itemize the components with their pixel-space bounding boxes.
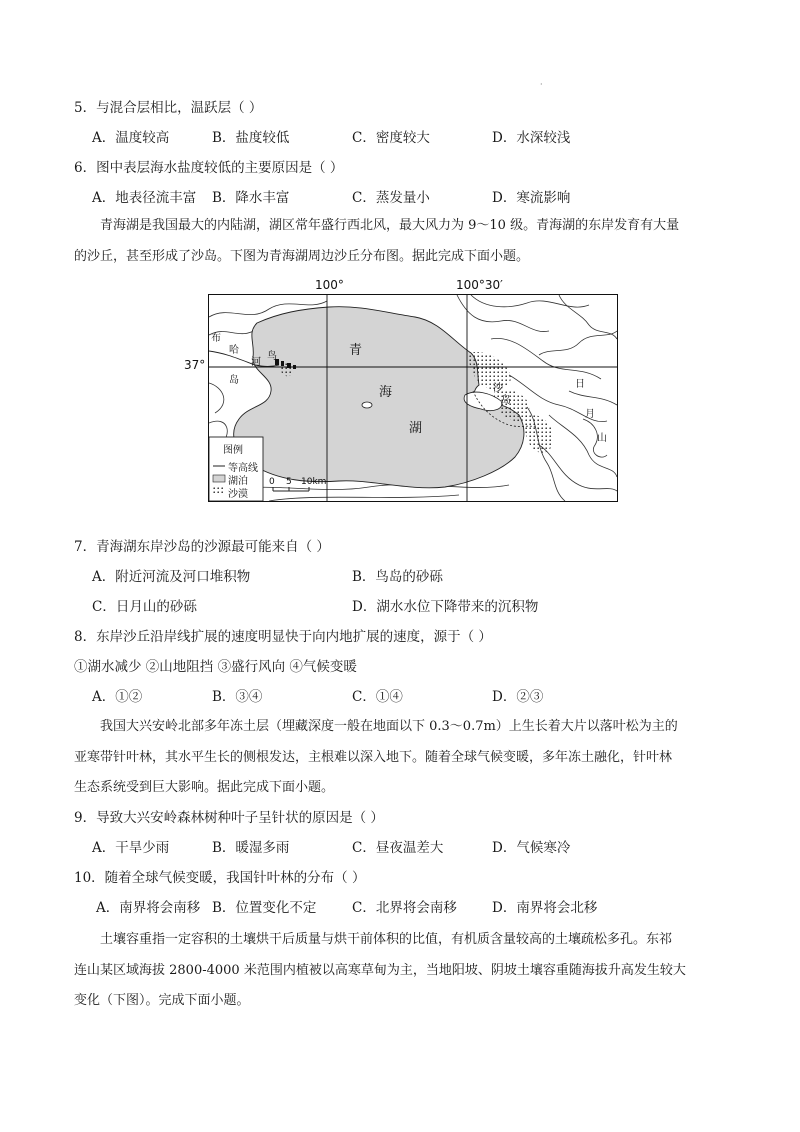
q9-stem: 9．导致大兴安岭森林树种叶子呈针状的原因是（ ） — [74, 810, 384, 826]
q9-option-b[interactable]: B．暖湿多雨 — [212, 840, 290, 856]
lake-label-hu: 湖 — [409, 421, 423, 436]
legend-desert: 沙漠 — [228, 489, 248, 500]
passage3-line3: 变化（下图）。完成下面小题。 — [74, 993, 250, 1008]
q8-choices: ①湖水减少 ②山地阻挡 ③盛行风向 ④气候变暖 — [74, 659, 357, 675]
q9-option-c[interactable]: C．昼夜温差大 — [352, 840, 444, 856]
passage3-line1: 土壤容重指一定容积的土壤烘干后质量与烘干前体积的比值，有机质含量较高的土壤疏松多孔。东祁 — [100, 932, 673, 947]
mountain-label-yue: 月 — [585, 409, 595, 420]
q8-option-d[interactable]: D．②③ — [492, 689, 544, 705]
mountain-label-shan: 山 — [597, 433, 607, 444]
lake-label-qing: 青 — [349, 343, 363, 358]
passage2-line3: 生态系统受到巨大影响。据此完成下面小题。 — [74, 780, 335, 795]
q8-option-a[interactable]: A．①② — [92, 689, 143, 705]
q8-option-b[interactable]: B．③④ — [212, 689, 263, 705]
passage1-line1: 青海湖是我国最大的内陆湖，湖区常年盛行西北风，最大风力为 9～10 级。青海湖的东岸发育有大量 — [100, 218, 680, 233]
q6-option-b[interactable]: B．降水丰富 — [212, 190, 290, 206]
scale-10km: 10km — [301, 477, 327, 487]
q9-option-d[interactable]: D．气候寒冷 — [492, 840, 571, 856]
q10-option-c[interactable]: C．北界将会南移 — [352, 900, 457, 916]
river-label-bu: 布 — [211, 333, 221, 344]
q8-stem: 8．东岸沙丘沿岸线扩展的速度明显快于向内地扩展的速度，源于（ ） — [74, 629, 492, 645]
legend-contour: 等高线 — [228, 463, 258, 474]
q7-option-c[interactable]: C．日月山的砂砾 — [92, 599, 197, 615]
sand-island-label-sha: 沙 — [493, 383, 503, 394]
map-svg — [209, 295, 617, 501]
q6-stem: 6．图中表层海水盐度较低的主要原因是（ ） — [74, 160, 344, 176]
q6-option-a[interactable]: A．地表径流丰富 — [92, 190, 197, 206]
mountain-label-ri: 日 — [575, 379, 585, 390]
q7-option-a[interactable]: A．附近河流及河口堆积物 — [92, 569, 251, 585]
river-label-ha: 哈 — [229, 345, 239, 356]
map-lon-label-100-30: 100°30′ — [456, 278, 503, 292]
q10-option-b[interactable]: B．位置变化不定 — [212, 900, 317, 916]
q5-option-d[interactable]: D．水深较浅 — [492, 130, 571, 146]
q6-option-d[interactable]: D．寒流影响 — [492, 190, 571, 206]
page-mark: · — [540, 80, 543, 89]
q5-option-b[interactable]: B．盐度较低 — [212, 130, 290, 146]
passage2-line1: 我国大兴安岭北部多年冻土层（埋藏深度一般在地面以下 0.3～0.7m）上生长着大片以落叶松为主的 — [100, 719, 678, 734]
bird-island-label-niao: 鸟 — [267, 351, 277, 362]
q5-option-c[interactable]: C．密度较大 — [352, 130, 430, 146]
q10-stem: 10．随着全球气候变暖，我国针叶林的分布（ ） — [74, 870, 366, 886]
scale-0: 0 — [269, 477, 275, 487]
legend-lake: 湖泊 — [228, 476, 248, 487]
q5-stem: 5．与混合层相比，温跃层（ ） — [74, 100, 263, 116]
q7-option-d[interactable]: D．湖水水位下降带来的沉积物 — [352, 599, 539, 615]
q7-stem: 7．青海湖东岸沙岛的沙源最可能来自（ ） — [74, 539, 330, 555]
q7-option-b[interactable]: B．鸟岛的砂砾 — [352, 569, 443, 585]
map-lon-label-100: 100° — [315, 278, 344, 292]
q10-option-d[interactable]: D．南界将会北移 — [492, 900, 598, 916]
bird-island-label-dao: 岛 — [229, 375, 239, 386]
qinghai-lake-map — [208, 294, 618, 502]
lake-label-hai: 海 — [379, 385, 393, 400]
lake-islet — [362, 402, 372, 408]
q5-option-a[interactable]: A．温度较高 — [92, 130, 170, 146]
passage2-line2: 亚寒带针叶林，其水平生长的侧根发达，主根难以深入地下。随着全球气候变暖，多年冻土融化，针叶林 — [74, 750, 673, 765]
river-label-he: 河 — [251, 357, 261, 368]
q10-option-a[interactable]: A．南界将会南移 — [96, 900, 201, 916]
passage3-line2: 连山某区域海拔 2800-4000 米范围内植被以高寒草甸为主，当地阳坡、阴坡土壤容重随海拔升高发生较大 — [74, 963, 686, 978]
q6-option-c[interactable]: C．蒸发量小 — [352, 190, 430, 206]
sand-island-label-dao: 岛 — [501, 395, 511, 406]
map-lat-label-37: 37° — [184, 358, 206, 372]
q9-option-a[interactable]: A．干旱少雨 — [92, 840, 170, 856]
scale-5: 5 — [286, 477, 292, 487]
legend-title: 图例 — [223, 445, 243, 456]
q8-option-c[interactable]: C．①④ — [352, 689, 403, 705]
passage1-line2: 的沙丘，甚至形成了沙岛。下图为青海湖周边沙丘分布图。据此完成下面小题。 — [74, 249, 530, 264]
